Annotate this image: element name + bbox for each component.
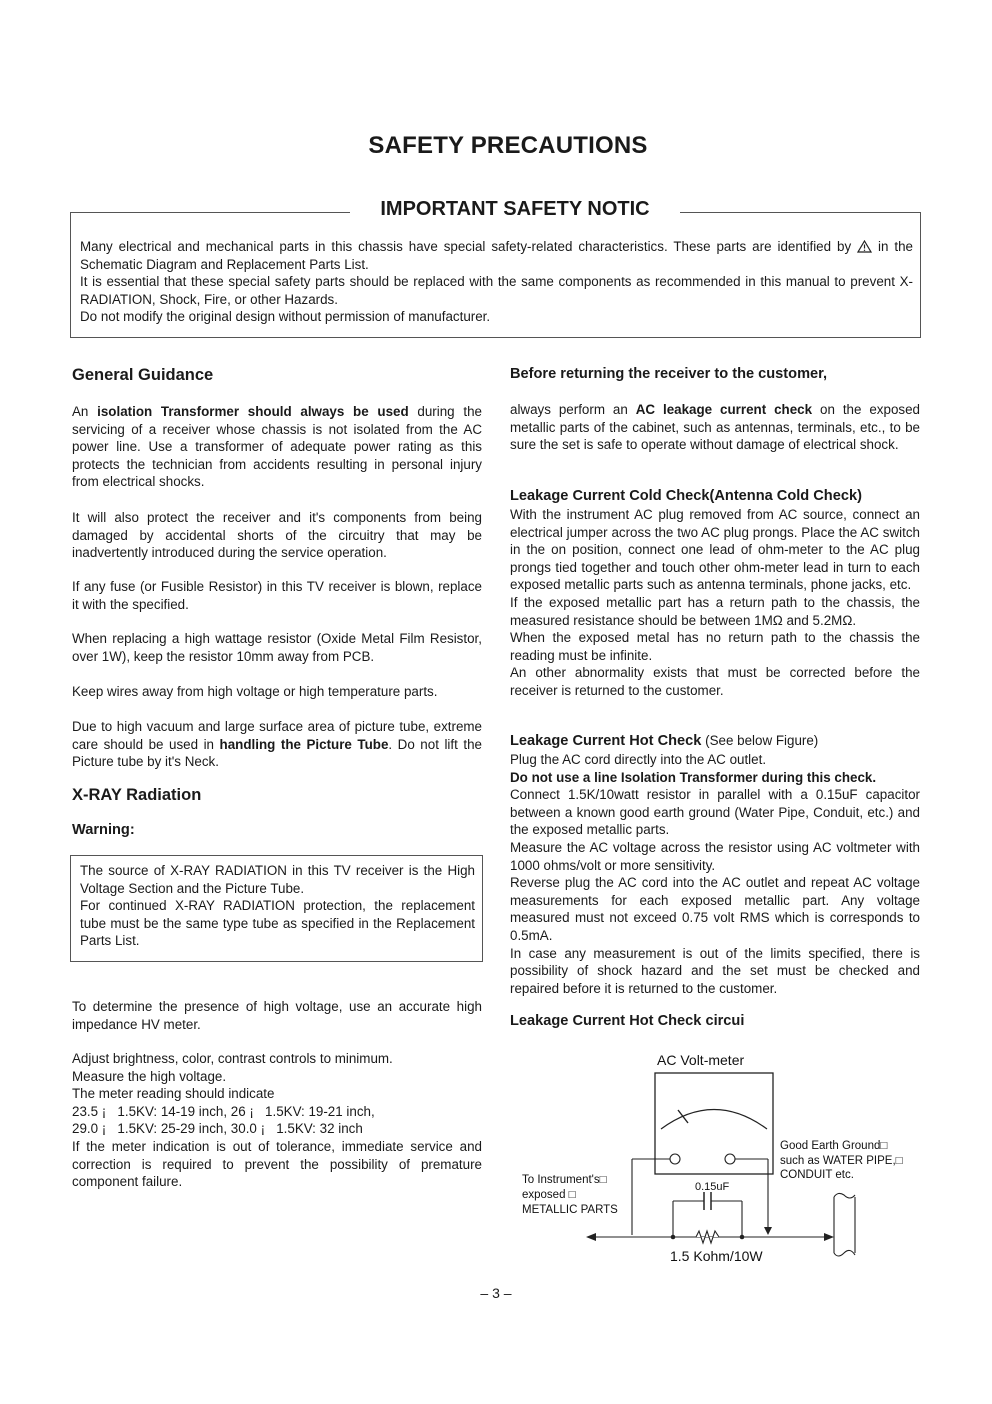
hot-check-note: (See below Figure) (705, 733, 819, 748)
arrow-down-icon (764, 1227, 772, 1235)
notice-line-2: It is essential that these special safety parts should be replaced with the same components as recommended in this manual to prevent X-RADIATION, Shock, Fire, or other Hazards. (80, 274, 913, 307)
meter-label: AC Volt-meter (657, 1052, 745, 1068)
hot-check-text: Plug the AC cord directly into the AC outlet. Do not use a line Isolation Transformer during this check. Connect 1.5K/10watt resistor in parallel with a 0.15uF capacitor between a known good earth ground (Water Pipe, Conduit, etc.) and the exposed metallic parts. Measure the AC voltage across the resistor using AC voltmeter with 1000 ohms/volt or more sensitivity. Reverse plug the AC cord into the AC outlet and repeat AC voltage measurements for each exposed metallic part. Any voltage measured must not exceed 0.75 volt RMS which is corresponds to 0.5mA. In case any measurement is out of the limits specified, there is possibility of shock hazard and the set must be checked and repaired before it is returned to the customer. (510, 752, 920, 996)
meter-scale-arc (661, 1110, 767, 1130)
right-label-1: Good Earth Ground□ (780, 1140, 888, 1152)
general-paragraph-6: Due to high vacuum and large surface area of picture tube, extreme care should be used in handling the Picture Tube. Do not lift the Picture tube by it's Neck. (72, 719, 482, 770)
xray-heading: X-RAY Radiation (72, 786, 202, 804)
meter-terminal-right (725, 1154, 735, 1164)
notice-line-1 (80, 238, 913, 273)
cold-check-text: With the instrument AC plug removed from AC source, connect an electrical jumper across the two AC plug prongs. Place the AC switch in the on position, connect one lead of ohm-meter to the AC plug prongs tied together and touch other ohm-meter lead in turn to each exposed metallic parts such as antenna terminals, phone jacks, etc. If the exposed metallic part has a return path to the chassis, the measured resistance should be between 1MΩ and 5.2MΩ. When the exposed metal has no return path to the chassis the reading must be infinite. An other abnormality exists that must be corrected before the receiver is returned to the customer. (510, 507, 920, 698)
arrow-right-icon (824, 1233, 834, 1241)
leakage-circuit-diagram (510, 1045, 930, 1270)
left-label-1: To Instrument's□ (522, 1174, 607, 1186)
general-paragraph-1: An isolation Transformer should always be used during the servicing of a receiver whose chassis is not isolated from the AC power line. Use a transformer of adequate power rating as this protects the technician from accidents resulting in personal injury from electrical shocks. (72, 404, 482, 490)
circuit-heading: Leakage Current Hot Check circui (510, 1013, 745, 1029)
cold-check-heading: Leakage Current Cold Check(Antenna Cold Check) (510, 488, 862, 504)
resistor-label: 1.5 Kohm/10W (670, 1248, 763, 1264)
general-guidance-heading: General Guidance (72, 366, 214, 384)
xray-warning-text: The source of X-RAY RADIATION in this TV receiver is the High Voltage Section and the Picture Tube. For continued X-RAY RADIATION protection, the replacement tube must be the same type tube as specified in the Replacement Parts List. (80, 863, 475, 949)
water-pipe-icon (834, 1193, 855, 1256)
general-paragraph-2: It will also protect the receiver and it's components from being damaged by accidental shorts of the circuitry that may be inadvertently introduced during the service operation. (72, 510, 482, 561)
meter-terminal-left (670, 1154, 680, 1164)
left-label-3: METALLIC PARTS (522, 1204, 618, 1216)
warning-triangle-icon (857, 240, 872, 253)
hv-paragraph-2: Adjust brightness, color, contrast controls to minimum. Measure the high voltage. The meter reading should indicate 23.5 ¡ 1.5KV: 14-19 inch, 26 ¡ 1.5KV: 19-21 inch, 29.0 ¡ 1.5KV: 25-29 inch, 30.0 ¡ 1.5KV: 32 inch If the meter indication is out of tolerance, immediate service and correction is required to prevent the possibility of premature component failure. (72, 1051, 482, 1190)
page-number: – 3 – (480, 1285, 512, 1301)
before-returning-heading: Before returning the receiver to the customer, (510, 366, 828, 382)
hot-check-heading: Leakage Current Hot Check (510, 733, 702, 749)
hv-paragraph-1: To determine the presence of high voltage, use an accurate high impedance HV meter. (72, 999, 482, 1032)
page-title: SAFETY PRECAUTIONS (368, 132, 648, 159)
general-paragraph-4: When replacing a high wattage resistor (Oxide Metal Film Resistor, over 1W), keep the resistor 10mm away from PCB. (72, 631, 482, 664)
right-label-2: such as WATER PIPE,□ (780, 1155, 903, 1167)
notice-line-3: Do not modify the original design without permission of manufacturer. (80, 309, 491, 325)
hot-check-heading-line (510, 733, 920, 749)
arrow-left-icon (586, 1233, 596, 1241)
right-label-3: CONDUIT etc. (780, 1169, 854, 1181)
notice-text (80, 238, 913, 326)
notice-line-1-start: Many electrical and mechanical parts in this chassis have special safety-related characteristics. These parts are identified by (80, 239, 852, 254)
resistor-symbol (673, 1231, 742, 1243)
warning-heading: Warning: (72, 822, 135, 838)
meter-needle (678, 1110, 688, 1123)
notice-heading: IMPORTANT SAFETY NOTIC (350, 198, 680, 221)
left-label-2: exposed □ (522, 1189, 576, 1201)
general-paragraph-5: Keep wires away from high voltage or high temperature parts. (72, 684, 438, 699)
general-paragraph-3: If any fuse (or Fusible Resistor) in this TV receiver is blown, replace it with the specified. (72, 579, 482, 612)
before-returning-paragraph: always perform an AC leakage current check on the exposed metallic parts of the cabinet, such as antennas, terminals, etc., to be sure the set is safe to operate without damage of electrical shock. (510, 402, 920, 453)
capacitor-label: 0.15uF (695, 1181, 730, 1193)
notice-line-1-end: in the Schematic Diagram and Replacement Parts List. (80, 239, 913, 272)
